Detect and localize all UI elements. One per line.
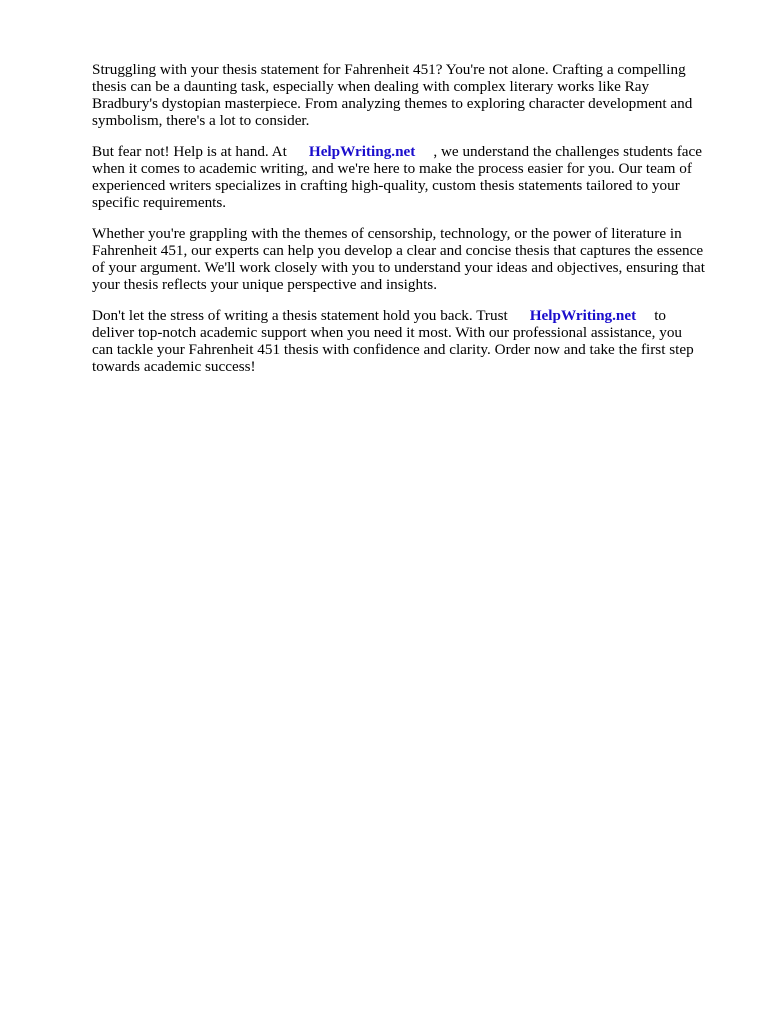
paragraph-intro: [92, 61, 722, 129]
text-line: deliver top-notch academic support when you need it most. With our professional assistance, you: [92, 324, 683, 341]
text-line: Fahrenheit 451, our experts can help you develop a clear and concise thesis that captures the essence: [92, 242, 704, 259]
text-line: experienced writers specializes in crafting high-quality, custom thesis statements tailored to your: [92, 177, 680, 194]
text-line: can tackle your Fahrenheit 451 thesis with confidence and clarity. Order now and take the first step: [92, 341, 694, 358]
text-line: specific requirements.: [92, 194, 227, 211]
text-line: thesis can be a daunting task, especially when dealing with complex literary works like Ray: [92, 78, 650, 95]
text-segment: , we understand the challenges students face: [433, 143, 702, 160]
paragraph-closing: [92, 307, 722, 375]
text-line: [92, 307, 722, 324]
document-body: [92, 61, 722, 389]
paragraph-themes: [92, 225, 722, 293]
text-line: [92, 143, 722, 160]
text-line: your thesis reflects your unique perspective and insights.: [92, 276, 438, 293]
helpwriting-link[interactable]: HelpWriting.net: [529, 307, 637, 324]
text-line: Struggling with your thesis statement for Fahrenheit 451? You're not alone. Crafting a compelling: [92, 61, 686, 78]
paragraph-help: [92, 143, 722, 211]
helpwriting-link[interactable]: HelpWriting.net: [308, 143, 416, 160]
text-segment: to: [654, 307, 667, 324]
text-line: Whether you're grappling with the themes of censorship, technology, or the power of literature in: [92, 225, 682, 242]
text-line: when it comes to academic writing, and we're here to make the process easier for you. Our team of: [92, 160, 692, 177]
text-line: of your argument. We'll work closely with you to understand your ideas and objectives, ensuring that: [92, 259, 705, 276]
text-segment: But fear not! Help is at hand. At: [92, 143, 287, 160]
text-segment: Don't let the stress of writing a thesis statement hold you back. Trust: [92, 307, 508, 324]
text-line: towards academic success!: [92, 358, 256, 375]
text-line: symbolism, there's a lot to consider.: [92, 112, 310, 129]
text-line: Bradbury's dystopian masterpiece. From analyzing themes to exploring character development and: [92, 95, 693, 112]
